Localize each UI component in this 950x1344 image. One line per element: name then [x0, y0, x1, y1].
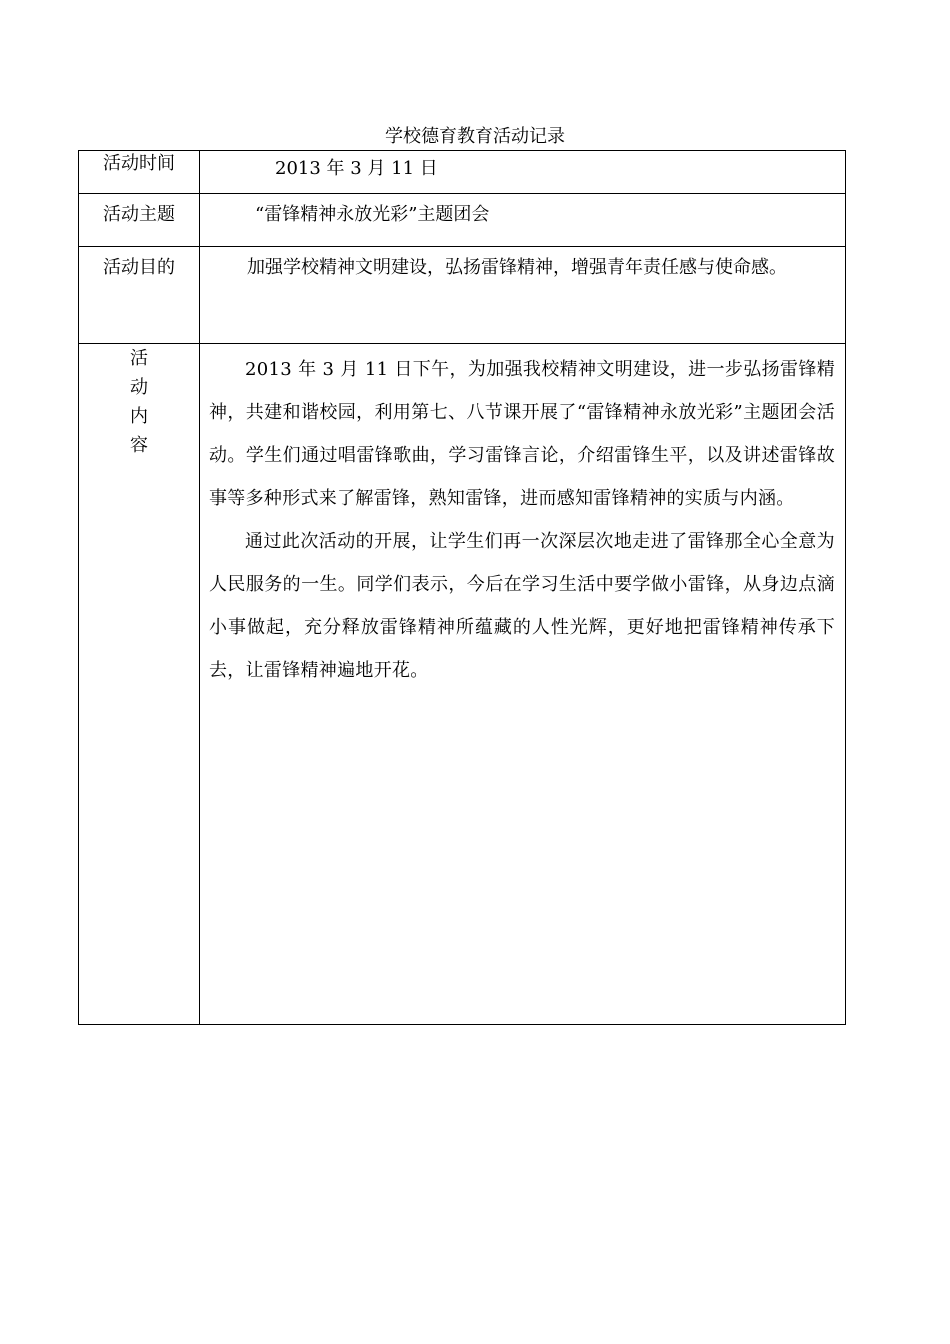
activity-time-cell [200, 151, 846, 194]
content-label-char: 动 [130, 377, 148, 398]
row-activity-purpose [79, 247, 846, 344]
activity-record-table [78, 150, 846, 1025]
content-label-char: 容 [130, 435, 148, 456]
row-activity-time [79, 151, 846, 194]
activity-theme-label: 活动主题 [79, 194, 200, 247]
activity-time-value: 2013 年 3 月 11 日 [275, 158, 438, 179]
activity-content-label [79, 344, 200, 1025]
activity-content-body [200, 344, 846, 1025]
content-label-char: 内 [130, 406, 148, 427]
activity-time-label: 活动时间 [79, 151, 200, 194]
activity-theme-value: “雷锋精神永放光彩”主题团会 [200, 194, 846, 247]
content-label-char: 活 [130, 348, 148, 369]
activity-purpose-value: 加强学校精神文明建设，弘扬雷锋精神，增强青年责任感与使命感。 [200, 247, 846, 344]
content-paragraph: 2013 年 3 月 11 日下午，为加强我校精神文明建设，进一步弘扬雷锋精神，共建和谐校园，利用第七、八节课开展了“雷锋精神永放光彩”主题团会活动。学生们通过唱雷锋歌曲，学习雷锋言论，介绍雷锋生平，以及讲述雷锋故事等多种形式来了解雷锋，熟知雷锋，进而感知雷锋精神的实质与内涵。 [209, 359, 835, 509]
content-paragraph: 通过此次活动的开展，让学生们再一次深层次地走进了雷锋那全心全意为人民服务的一生。同学们表示，今后在学习生活中要学做小雷锋，从身边点滴小事做起，充分释放雷锋精神所蕴藏的人性光辉，更好地把雷锋精神传承下去，让雷锋精神遍地开花。 [209, 531, 835, 681]
row-activity-theme [79, 194, 846, 247]
activity-purpose-label: 活动目的 [79, 247, 200, 344]
document-title: 学校德育教育活动记录 [385, 126, 565, 147]
row-activity-content [79, 344, 846, 1025]
